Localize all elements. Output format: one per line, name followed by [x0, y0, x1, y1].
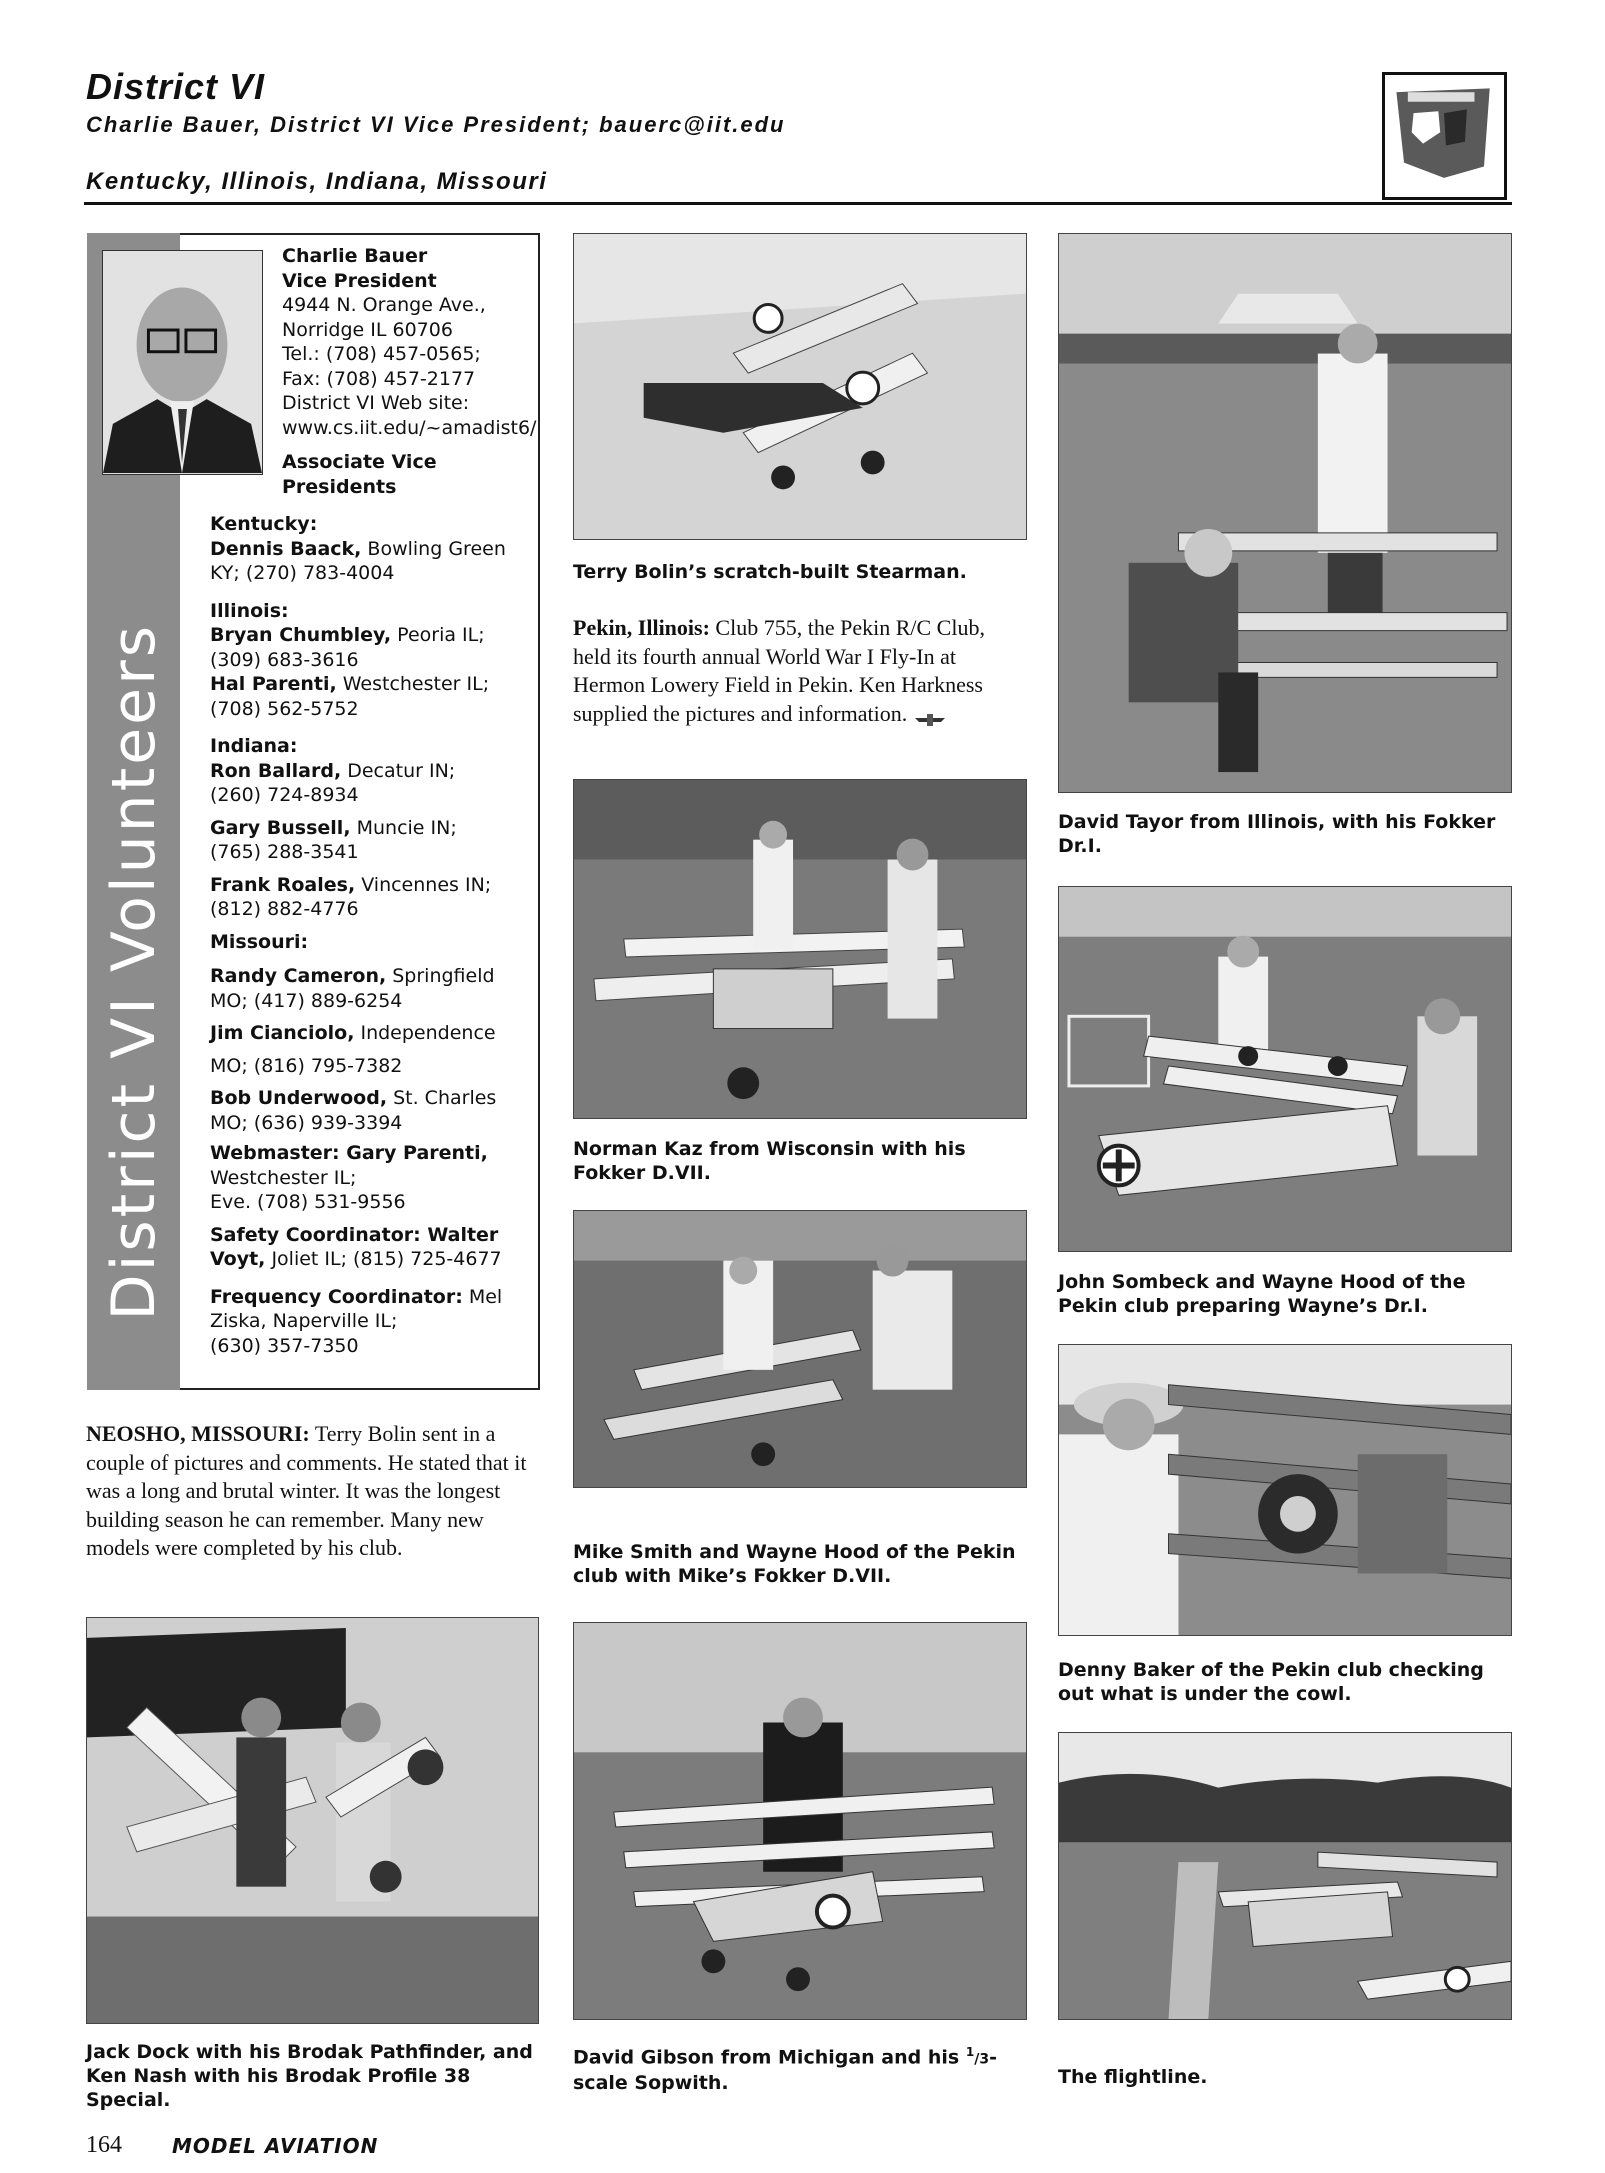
- vp-tel: Tel.: (708) 457-0565;: [282, 343, 481, 365]
- frequency-phone: (630) 357-7350: [210, 1334, 359, 1357]
- vol-name: Gary Bussell,: [210, 816, 351, 839]
- caption-david-taylor: David Tayor from Illinois, with his Fokker Dr.I.: [1058, 811, 1496, 857]
- state-indiana: Indiana:: [210, 735, 298, 757]
- caption-david-gibson: David Gibson from Michigan and his $^1$/3-scale Sopwith.: [573, 2045, 997, 2095]
- frequency-label: Frequency Coordinator:: [210, 1285, 463, 1308]
- vol-name: Bob Underwood,: [210, 1087, 388, 1109]
- vol-name: Randy Cameron,: [210, 965, 387, 987]
- vol-loc: Decatur IN;: [341, 759, 456, 782]
- vol-loc: Springfield: [386, 965, 495, 987]
- frequency-loc: Ziska, Naperville IL;: [210, 1310, 398, 1332]
- vol-phone: MO; (816) 795-7382: [210, 1054, 403, 1077]
- pekin-lead: Pekin, Illinois:: [573, 615, 710, 640]
- vol-phone: (812) 882-4776: [210, 898, 359, 920]
- vp-web-label: District VI Web site:: [282, 392, 470, 414]
- vol-name: Ron Ballard,: [210, 759, 342, 782]
- photo-denny-baker: [1058, 1344, 1512, 1636]
- vol-phone: MO; (417) 889-6254: [210, 989, 403, 1012]
- vp-address-1: 4944 N. Orange Ave.,: [282, 294, 486, 316]
- photo-david-gibson: [573, 1622, 1027, 2020]
- safety-name: Voyt,: [210, 1248, 266, 1270]
- vp-name: Charlie Bauer: [282, 245, 428, 267]
- vol-phone: (765) 288-3541: [210, 841, 359, 863]
- vol-loc: Independence: [354, 1022, 496, 1044]
- photo-stearman: [573, 233, 1027, 540]
- volunteer-list: [210, 512, 535, 1358]
- webmaster-phone: Eve. (708) 531-9556: [210, 1191, 406, 1213]
- photo-jack-dock: [86, 1617, 539, 2024]
- caption-stearman: Terry Bolin’s scratch-built Stearman.: [573, 561, 967, 583]
- state-missouri: Missouri:: [210, 930, 309, 953]
- photo-norman-kaz: [573, 779, 1027, 1119]
- frequency-name: Mel: [462, 1285, 503, 1308]
- vp-web-url: www.cs.iit.edu/~amadist6/: [282, 416, 537, 439]
- vol-phone: KY; (270) 783-4004: [210, 562, 395, 584]
- vol-name: Bryan Chumbley,: [210, 624, 392, 646]
- neosho-article: [86, 1420, 536, 1563]
- webmaster-loc: Westchester IL;: [210, 1166, 357, 1189]
- district-states: Kentucky, Illinois, Indiana, Missouri: [86, 168, 548, 195]
- photo-mike-smith: [573, 1210, 1027, 1488]
- photo-david-taylor: [1058, 233, 1512, 793]
- caption-denny-baker: Denny Baker of the Pekin club checking out what is under the cowl.: [1058, 1659, 1484, 1705]
- vol-loc: Vincennes IN;: [355, 873, 492, 896]
- safety-label: Safety Coordinator: Walter: [210, 1223, 499, 1246]
- vol-name: Jim Cianciolo,: [210, 1022, 355, 1044]
- vol-name: Dennis Baack,: [210, 537, 362, 560]
- vol-phone: (708) 562-5752: [210, 697, 359, 720]
- caption-john-sombeck: John Sombeck and Wayne Hood of the Pekin club preparing Wayne’s Dr.I.: [1058, 1271, 1466, 1317]
- magazine-name: MODEL AVIATION: [172, 2134, 379, 2158]
- vol-phone: (260) 724-8934: [210, 784, 359, 806]
- ama-end-mark-icon: [913, 707, 947, 723]
- vp-address-2: Norridge IL 60706: [282, 318, 453, 341]
- assoc-heading-2: Presidents: [282, 475, 397, 498]
- charlie-bauer-portrait: [102, 250, 263, 475]
- neosho-body: Terry Bolin sent in a couple of pictures and comments. He stated that it was a long and brutal winter. It was the longest building season he can remember. Many new models were completed by his club.: [86, 1421, 527, 1560]
- vol-loc: St. Charles: [387, 1087, 497, 1109]
- vol-phone: (309) 683-3616: [210, 648, 359, 671]
- vol-loc: Bowling Green: [361, 537, 506, 560]
- vol-loc: Westchester IL;: [336, 673, 490, 695]
- district-title: District VI: [86, 66, 266, 107]
- photo-john-sombeck: [1058, 886, 1512, 1252]
- vp-byline: Charlie Bauer, District VI Vice President; bauerc@iit.edu: [86, 112, 786, 137]
- caption-jack-dock: Jack Dock with his Brodak Pathfinder, and Ken Nash with his Brodak Profile 38 Special.: [86, 2041, 533, 2111]
- header-rule: [84, 202, 1512, 205]
- volunteers-bar-label: District VI Volunteers: [98, 622, 169, 1320]
- vp-fax: Fax: (708) 457-2177: [282, 367, 476, 390]
- caption-flightline: The flightline.: [1058, 2066, 1208, 2088]
- page-number: 164: [86, 2132, 122, 2158]
- pekin-article: [573, 614, 1028, 728]
- vol-loc: Peoria IL;: [391, 624, 485, 646]
- vol-name: Hal Parenti,: [210, 673, 337, 695]
- safety-loc: Joliet IL; (815) 725-4677: [265, 1248, 502, 1270]
- vol-phone: MO; (636) 939-3394: [210, 1111, 403, 1134]
- vol-loc: Muncie IN;: [350, 816, 457, 839]
- caption-norman-kaz: Norman Kaz from Wisconsin with his Fokker D.VII.: [573, 1138, 966, 1184]
- assoc-heading-1: Associate Vice: [282, 451, 437, 473]
- state-illinois: Illinois:: [210, 599, 289, 622]
- state-kentucky: Kentucky:: [210, 513, 318, 535]
- vp-role: Vice President: [282, 269, 437, 292]
- photo-flightline: [1058, 1732, 1512, 2020]
- pekin-body: Club 755, the Pekin R/C Club, held its fourth annual World War I Fly-In at Hermon Lowery Field in Pekin. Ken Harkness supplied the pictures and information.: [573, 615, 985, 726]
- neosho-lead: NEOSHO, MISSOURI:: [86, 1421, 310, 1446]
- vol-name: Frank Roales,: [210, 873, 356, 896]
- webmaster-label: Webmaster: Gary Parenti,: [210, 1142, 488, 1164]
- district-map-logo: [1382, 72, 1507, 200]
- caption-mike-smith: Mike Smith and Wayne Hood of the Pekin club with Mike’s Fokker D.VII.: [573, 1541, 1016, 1587]
- district-map-icon: [1385, 75, 1504, 197]
- vp-contact: [282, 244, 537, 499]
